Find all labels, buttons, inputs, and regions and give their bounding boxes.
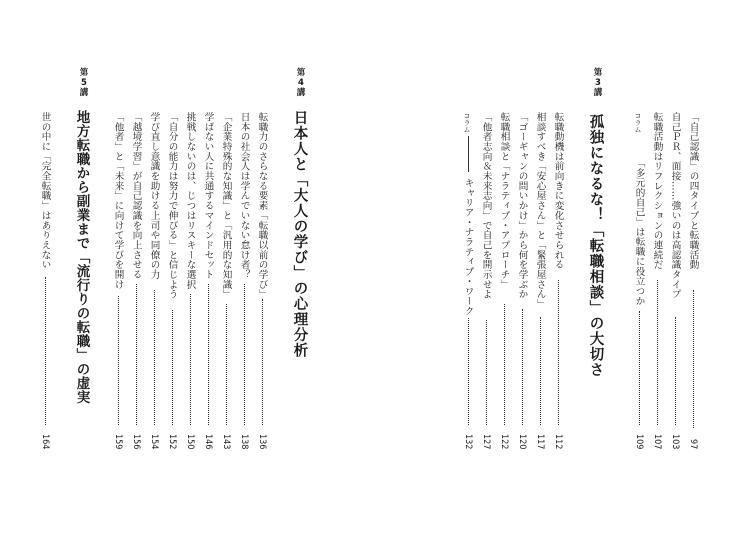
entry-page-number: 109 — [634, 433, 644, 449]
toc-entry[interactable] — [113, 112, 125, 449]
entry-page-number: 164 — [40, 433, 50, 449]
dash-rule — [468, 136, 469, 172]
leader-dots — [45, 277, 46, 425]
entry-page-number: 136 — [257, 433, 267, 449]
leader-dots — [226, 304, 227, 425]
toc-entry[interactable] — [40, 112, 52, 449]
toc-entry[interactable] — [481, 112, 493, 449]
entry-title: 転職相談と「ナラティブ・アプローチ」 — [498, 112, 510, 290]
leader-dots — [675, 317, 676, 425]
entry-page-number: 138 — [239, 433, 249, 449]
toc-entry[interactable] — [499, 112, 511, 449]
entry-title: 相談すべき「安心屋さん」と「緊張屋さん」 — [534, 112, 546, 309]
toc-entry[interactable] — [131, 112, 143, 449]
entry-page-number: 159 — [113, 433, 123, 449]
entry-page-number: 112 — [553, 433, 563, 449]
leader-dots — [154, 290, 155, 425]
leader-dots — [657, 280, 658, 425]
entry-title: 日本の社会人は学んでいない怠け者？ — [238, 112, 250, 280]
leader-dots — [468, 318, 469, 425]
chapter-number: 第 3 講 — [593, 68, 603, 98]
toc-entry[interactable] — [221, 112, 233, 449]
entry-title: 転職動機は前向きに変化させられる — [552, 112, 564, 270]
entry-title: 「越境学習」が自己認識を向上させる — [130, 112, 142, 280]
entry-page-number: 107 — [652, 433, 662, 449]
toc-entry[interactable] — [203, 112, 215, 449]
leader-dots — [639, 311, 640, 425]
entry-title: 「他者志向＆未来志向」で自己を開示せよ — [480, 112, 492, 300]
toc-entry[interactable] — [634, 112, 646, 449]
entry-page-number: 127 — [481, 433, 491, 449]
leader-dots — [208, 284, 209, 425]
leader-dots — [486, 320, 487, 425]
entry-title: 転職活動はリフレクションの連続だ — [651, 112, 663, 270]
entry-title: 「自分の能力は努力で伸びる」と信じよう — [166, 112, 178, 300]
entry-title: 挑戦しないのは、じつはリスキーな選択 — [184, 112, 196, 290]
entry-title: 「他者」と「未来」に向けて学びを開け — [112, 112, 124, 290]
entry-title: 「多元的自己」は転職に役立つか — [633, 158, 645, 306]
chapter-number: 第 5 講 — [79, 68, 89, 98]
entry-page-number: 120 — [517, 433, 527, 449]
toc-entry[interactable] — [517, 112, 529, 449]
toc-entry[interactable] — [553, 112, 565, 449]
leader-dots — [190, 294, 191, 425]
leader-dots — [262, 299, 263, 425]
entry-page-number: 150 — [185, 433, 195, 449]
entry-title: 「ゴーギャンの問いかけ」から何を学ぶか — [516, 112, 528, 300]
entry-page-number: 143 — [221, 433, 231, 449]
entry-page-number: 132 — [463, 433, 473, 449]
leader-dots — [504, 304, 505, 425]
toc-entry[interactable] — [257, 112, 269, 449]
chapter-number: 第 4 講 — [296, 68, 306, 98]
entry-page-number: 122 — [499, 433, 509, 449]
entry-page-number: 117 — [535, 433, 545, 449]
entry-page-number: 97 — [688, 438, 698, 449]
toc-entry[interactable] — [535, 112, 547, 449]
leader-dots — [558, 280, 559, 425]
column-label: コラム — [634, 112, 642, 133]
toc-entry[interactable] — [185, 112, 197, 449]
entry-title: キャリア・ナラティブ・ワーク — [462, 178, 474, 316]
toc-entry[interactable] — [463, 112, 475, 449]
column-label: コラム — [463, 112, 471, 133]
chapter-title[interactable]: 孤独になるな！「転職相談」の大切さ — [587, 114, 605, 378]
leader-dots — [540, 317, 541, 425]
leader-dots — [136, 284, 137, 425]
toc-entry[interactable] — [239, 112, 251, 449]
chapter-title[interactable]: 日本人と「大人の学び」の心理分析 — [291, 110, 309, 358]
entry-page-number: 103 — [670, 433, 680, 449]
toc-entry[interactable] — [670, 112, 682, 449]
entry-page-number: 152 — [167, 433, 177, 449]
entry-title: 「企業特殊的な知識」と「汎用的な知識」 — [220, 112, 232, 300]
leader-dots — [118, 296, 119, 425]
leader-dots — [244, 284, 245, 425]
entry-title: 学び直し意識を助ける上司や同僚の力 — [148, 112, 160, 280]
entry-title: 学ばない人に共通するマインドセット — [202, 112, 214, 280]
entry-page-number: 156 — [131, 433, 141, 449]
chapter-title[interactable]: 地方転職から副業まで「流行りの転職」の虚実 — [73, 110, 90, 404]
toc-entry[interactable] — [149, 112, 161, 449]
entry-title: 「自己認識」の四タイプと転職活動 — [687, 112, 699, 270]
toc-entry[interactable] — [652, 112, 664, 449]
entry-page-number: 154 — [149, 433, 159, 449]
leader-dots — [172, 310, 173, 425]
toc-entry[interactable] — [688, 112, 700, 449]
entry-page-number: 146 — [203, 433, 213, 449]
leader-dots — [693, 290, 694, 428]
entry-title: 世の中に「完全転職」はありえない — [39, 112, 51, 270]
toc-entry[interactable] — [167, 112, 179, 449]
entry-title: 自己ＰＲ、面接……強いのは高認識タイプ — [669, 112, 681, 300]
entry-title: 転職力のさらなる要素「転職以前の学び」 — [256, 112, 268, 300]
leader-dots — [522, 309, 523, 425]
